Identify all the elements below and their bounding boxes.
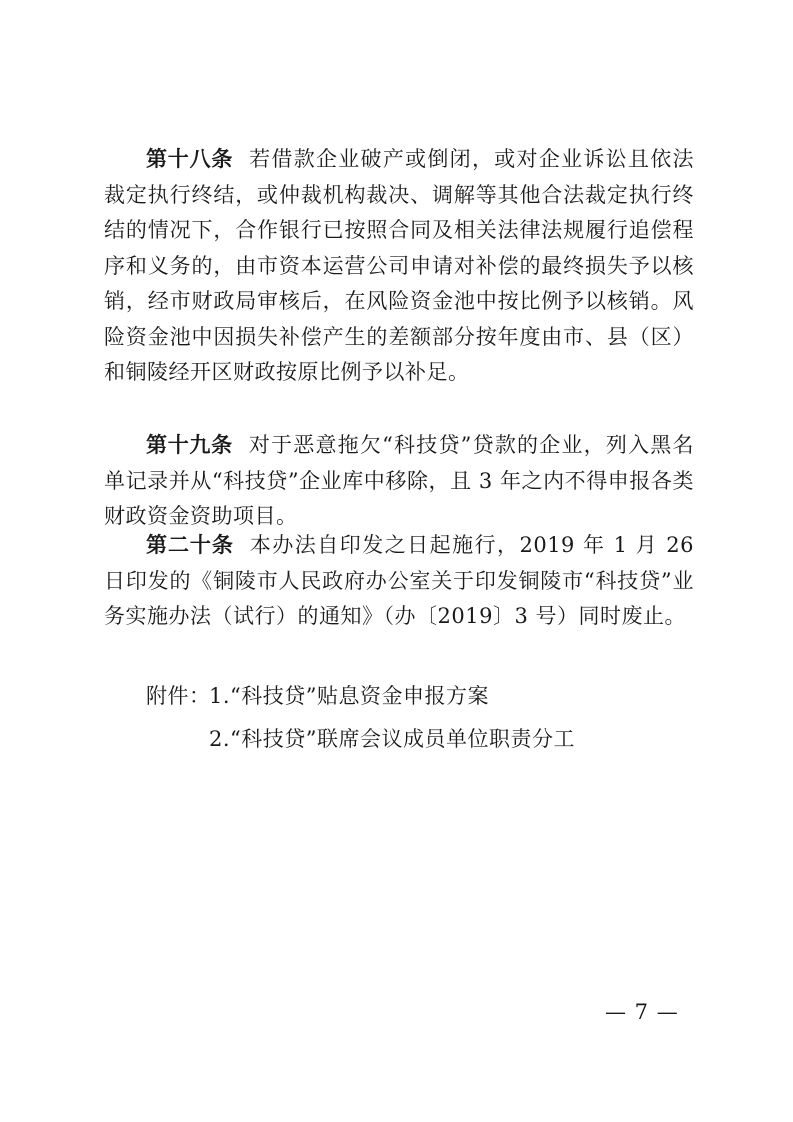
page-number: — 7 — — [605, 1000, 679, 1024]
article-18 — [104, 142, 694, 391]
attachment-item-2: 2.“科技贷”联席会议成员单位职责分工 — [209, 727, 576, 751]
article-19 — [104, 428, 694, 535]
article-20-body: 本办法自印发之日起施行，2019 年 1 月 26 日印发的《铜陵市人民政府办公室关于印发铜陵市“科技贷”业务实施办法（试行）的通知》（办〔2019〕3 号）同时废止。 — [104, 533, 694, 628]
attachment-item-1: 1.“科技贷”贴息资金申报方案 — [209, 684, 490, 708]
article-18-body: 若借款企业破产或倒闭，或对企业诉讼且依法裁定执行终结，或仲裁机构裁决、调解等其他合法裁定执行终结的情况下，合作银行已按照合同及相关法律法规履行追偿程序和义务的，由市资本运营公司申请对补偿的最终损失予以核销，经市财政局审核后，在风险资金池中按比例予以核销。风险资金池中因损失补偿产生的差额部分按年度由市、县（区）和铜陵经开区财政按原比例予以补足。 — [104, 147, 695, 384]
article-20-heading: 第二十条 — [146, 533, 234, 557]
article-18-heading: 第十八条 — [146, 147, 234, 171]
attachments-label: 附件： — [146, 684, 211, 708]
article-20 — [104, 528, 694, 635]
article-19-heading: 第十九条 — [146, 433, 233, 457]
article-19-body: 对于恶意拖欠“科技贷”贷款的企业，列入黑名单记录并从“科技贷”企业库中移除，且 3 年之内不得申报各类财政资金资助项目。 — [104, 433, 694, 528]
